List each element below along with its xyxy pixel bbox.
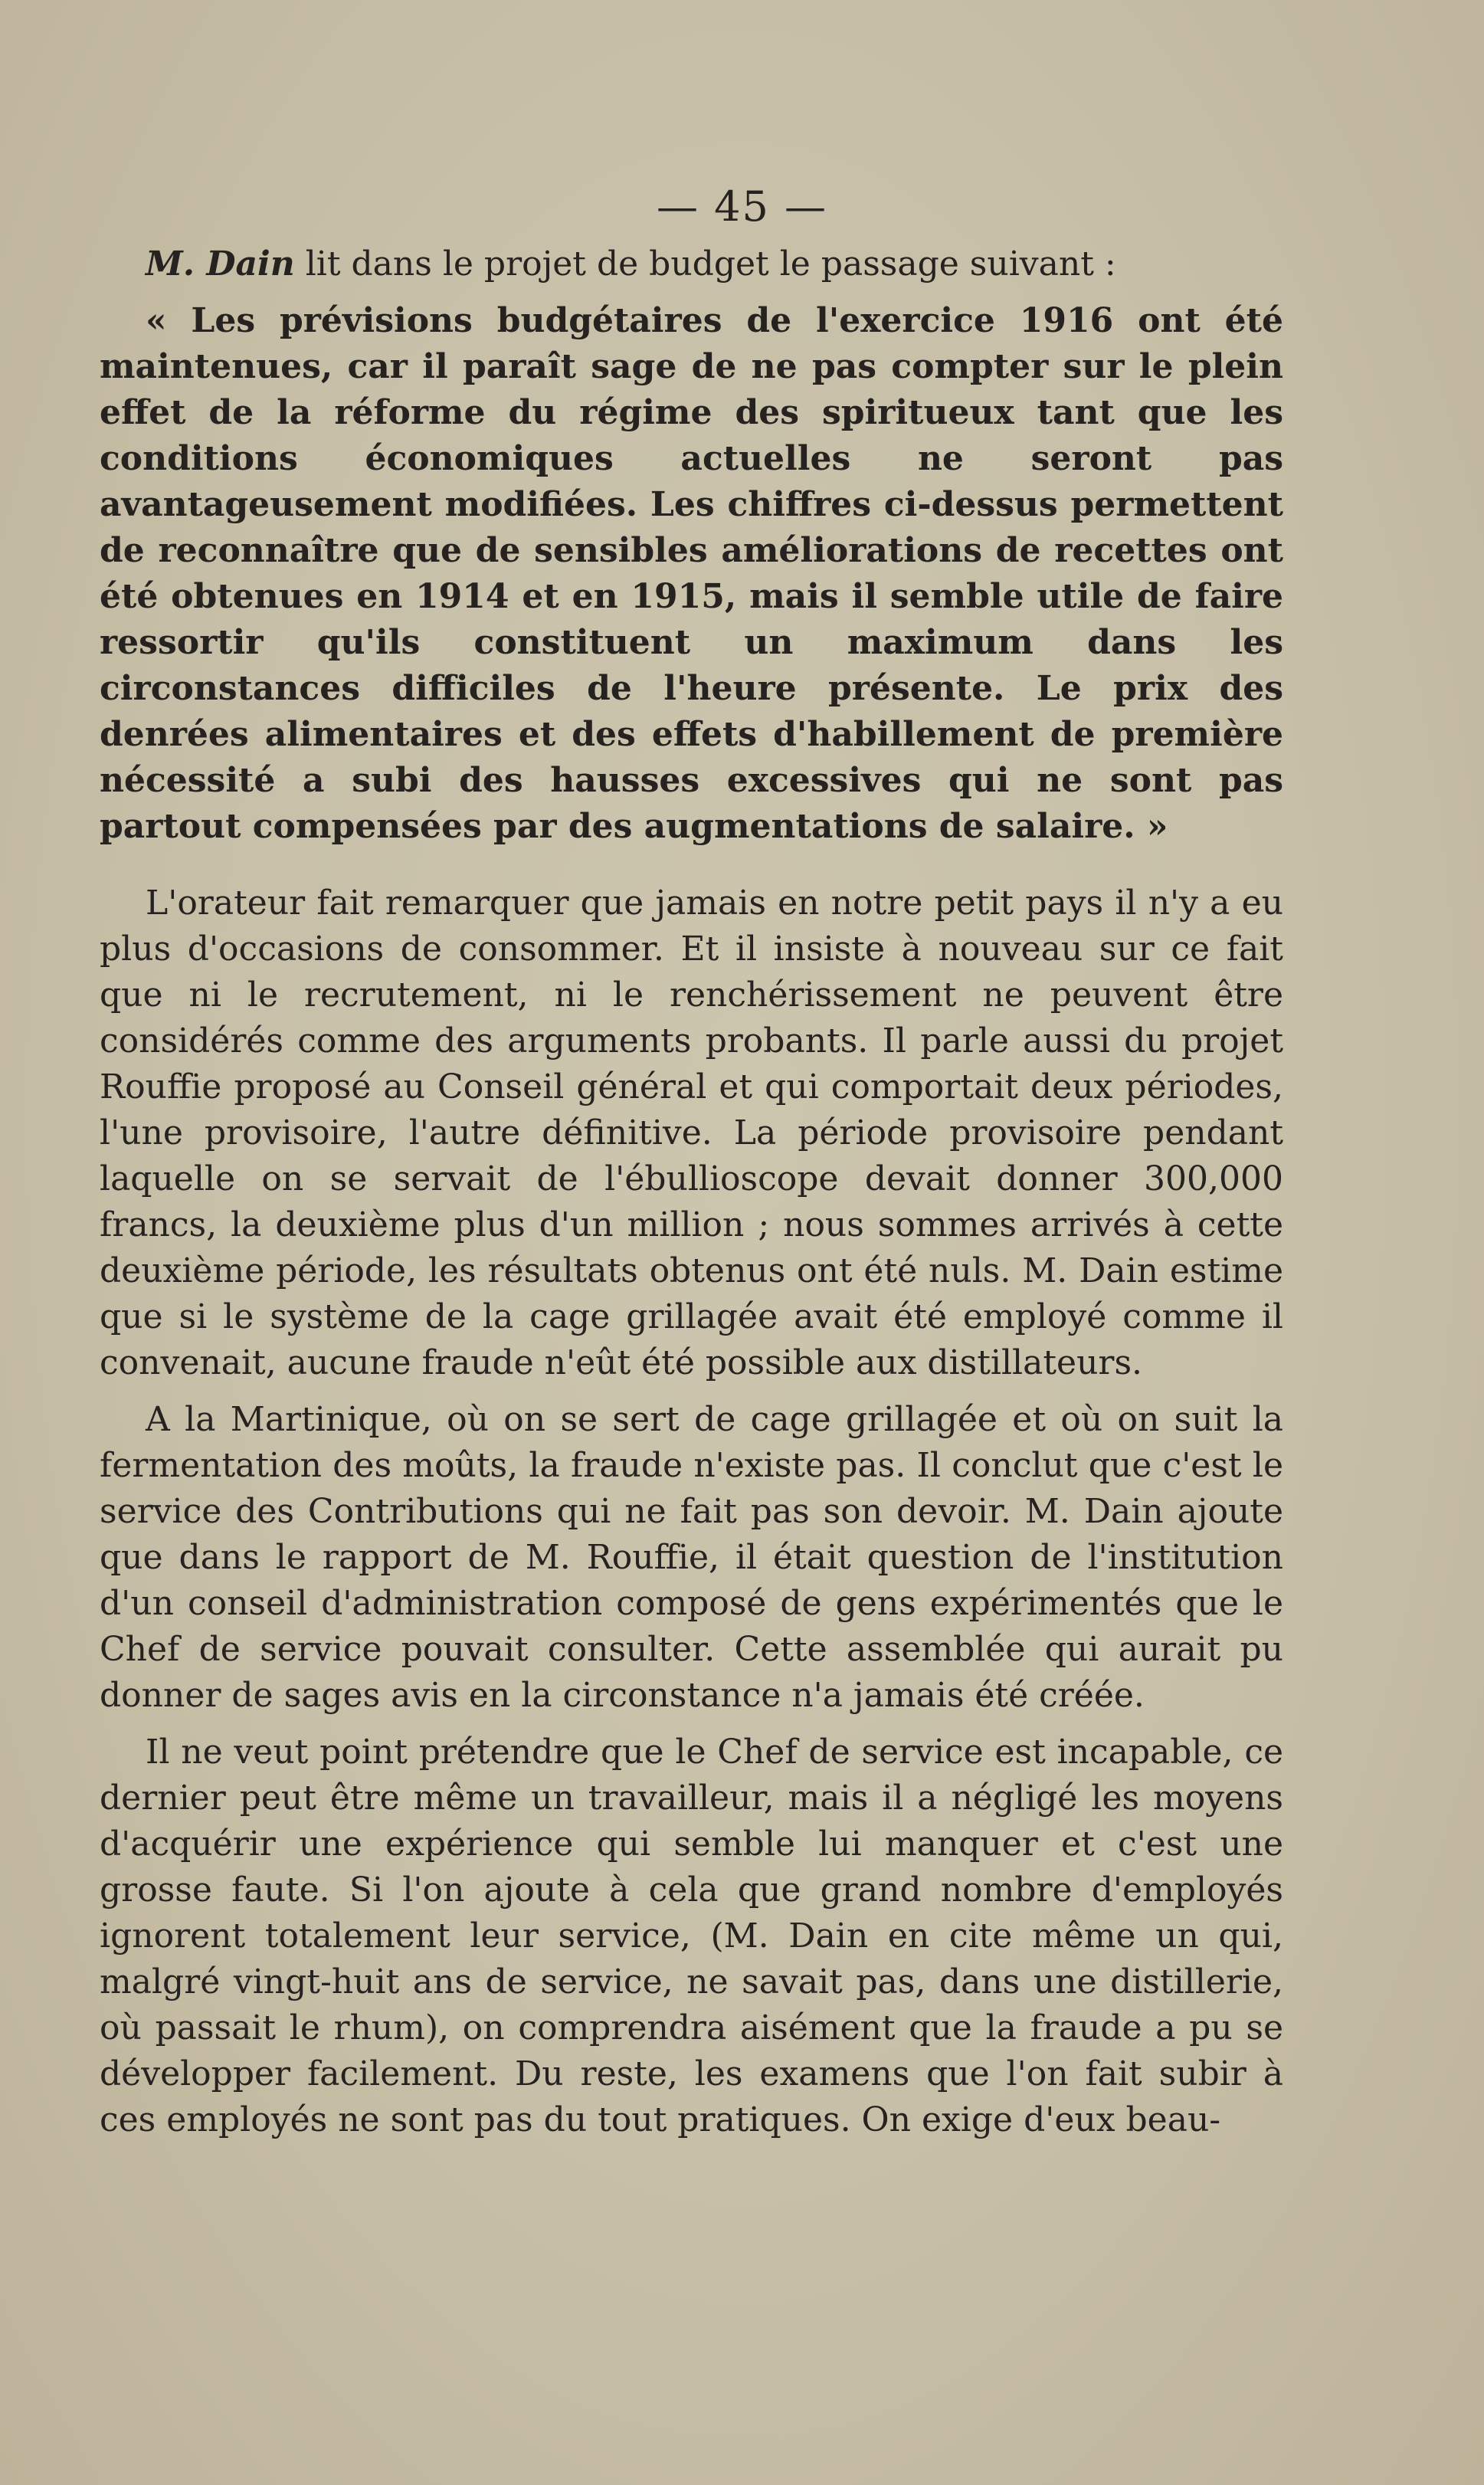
paragraph-intro <box>100 241 1283 287</box>
speaker-name: M. Dain <box>146 244 295 284</box>
paragraph-budget-quote: « Les prévisions budgétaires de l'exercice 1916 ont été maintenues, car il paraît sage de ne pas compter sur le plein effet de la réforme du régime des spiritueux tant que les conditions économiques actuelles ne seront pas avantageusement modifiées. Les chiffres ci-dessus permettent de reconnaître que de sensibles améliorations de recettes ont été obtenues en 1914 et en 1915, mais il semble utile de faire ressortir qu'ils constituent un maximum dans les circonstances difficiles de l'heure présente. Le prix des denrées alimentaires et des effets d'habillement de première nécessité a subi des hausses excessives qui ne sont pas partout compensées par des augmentations de salaire. » <box>100 301 1283 846</box>
spacer <box>100 1719 1283 1729</box>
paragraph-orateur: L'orateur fait remarquer que jamais en notre petit pays il n'y a eu plus d'occasions de consommer. Et il insiste à nouveau sur ce fait que ni le recrutement, ni le renchérissement ne peuvent être considérés comme des arguments probants. Il parle aussi du projet Rouffie proposé au Conseil général et qui comportait deux périodes, l'une provisoire, l'autre définitive. La période provisoire pendant laquelle on se servait de l'ébullioscope devait donner 300,000 francs, la deuxième plus d'un million ; nous sommes arrivés à cette deuxième période, les résultats obtenus ont été nuls. M. Dain estime que si le système de la cage grillagée avait été employé comme il convenait, aucune fraude n'eût été possible aux distillateurs. <box>100 884 1283 1382</box>
paragraph-intro-text: lit dans le projet de budget le passage suivant : <box>294 244 1116 284</box>
paragraph-chef-service: Il ne veut point prétendre que le Chef de service est incapable, ce dernier peut être même un travailleur, mais il a négligé les moyens d'acquérir une expérience qui semble lui manquer et c'est une grosse faute. Si l'on ajoute à cela que grand nombre d'employés ignorent totalement leur service, (M. Dain en cite même un qui, malgré vingt-huit ans de service, ne savait pas, dans une distillerie, où passait le rhum), on comprendra aisément que la fraude a pu se développer facilement. Du reste, les examens que l'on fait subir à ces employés ne sont pas du tout pratiques. On exige d'eux beau- <box>100 1733 1283 2139</box>
page-number: — 45 — <box>656 182 828 231</box>
paragraph-martinique: A la Martinique, où on se sert de cage grillagée et où on suit la fermentation des moûts, la fraude n'existe pas. Il conclut que c'est le service des Contributions qui ne fait pas son devoir. M. Dain ajoute que dans le rapport de M. Rouffie, il était question de l'institution d'un conseil d'administration composé de gens expérimentés que le Chef de service pouvait consulter. Cette assemblée qui aurait pu donner de sages avis en la circonstance n'a jamais été créée. <box>100 1400 1283 1715</box>
body-text <box>100 241 1283 2143</box>
spacer <box>100 850 1283 880</box>
spacer <box>100 287 1283 298</box>
spacer <box>100 1386 1283 1397</box>
